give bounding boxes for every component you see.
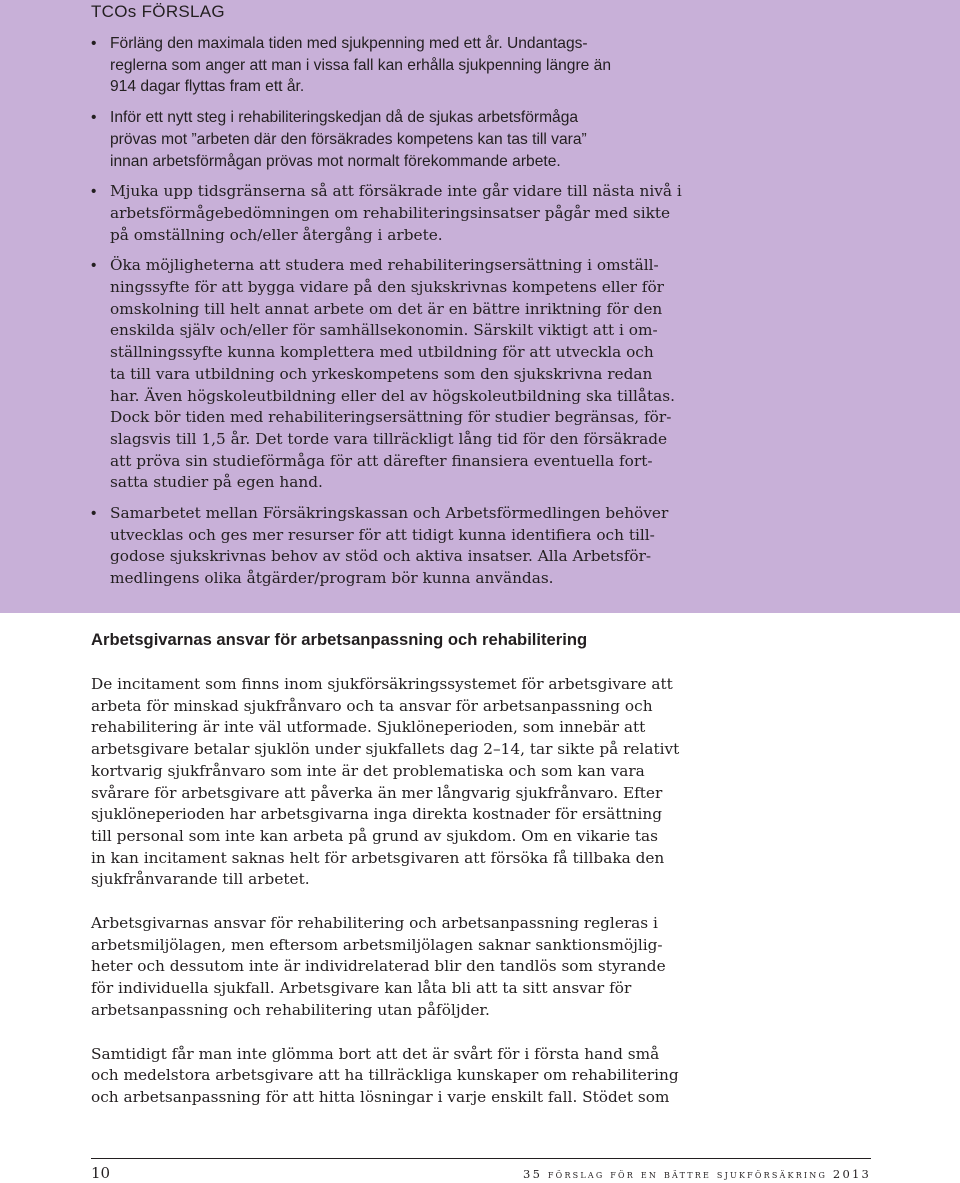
bullet-icon: •	[91, 183, 97, 201]
text-line: Samtidigt får man inte glömma bort att det är svårt för i första hand små	[91, 1044, 660, 1063]
text-line: och arbetsanpassning för att hitta lösningar i varje enskilt fall. Stödet som	[91, 1087, 670, 1106]
text-line: Mjuka upp tidsgränserna så att försäkrade inte går vidare till nästa nivå i	[110, 182, 682, 201]
paragraph	[91, 674, 691, 891]
text-line: innan arbetsförmågan prövas mot normalt förekommande arbete.	[110, 152, 561, 170]
text-line: De incitament som finns inom sjukförsäkringssystemet för arbetsgivare att	[91, 675, 673, 693]
text-line: omskolning till helt annat arbete om det är en bättre inriktning för den	[110, 299, 663, 318]
proposal-item	[91, 181, 682, 246]
text-line: satta studier på egen hand.	[110, 473, 323, 492]
text-line: prövas mot ”arbeten där den försäkrades kompetens kan tas till vara”	[110, 130, 587, 148]
bullet-icon: •	[91, 257, 97, 275]
paragraph	[91, 913, 691, 1022]
text-line: rehabilitering är inte väl utformade. Sjuklöneperioden, som innebär att	[91, 718, 646, 737]
text-line: arbetsmiljölagen, men eftersom arbetsmiljölagen saknar sanktionsmöjlig-	[91, 935, 663, 954]
bullet-icon: •	[91, 35, 97, 52]
body-text	[91, 674, 691, 1131]
text-line: för individuella sjukfall. Arbetsgivare kan låta bli att ta sitt ansvar för	[91, 979, 632, 998]
text-line: ta till vara utbildning och yrkeskompetens som den sjukskrivna redan	[110, 364, 653, 383]
proposal-item	[91, 33, 676, 98]
text-line: ningssyfte för att bygga vidare på den sjukskrivnas kompetens eller för	[110, 278, 664, 297]
text-line: har. Även högskoleutbildning eller del av högskoleutbildning ska tillåtas.	[110, 386, 675, 405]
text-line: Förläng den maximala tiden med sjukpenning med ett år. Undantags-	[110, 35, 588, 52]
proposal-item	[91, 503, 676, 590]
text-line: medlingens olika åtgärder/program bör kunna användas.	[110, 569, 554, 588]
text-line: arbetsanpassning och rehabilitering utan påföljder.	[91, 1000, 490, 1019]
text-line: arbeta för minskad sjukfrånvaro och ta ansvar för arbetsanpassning och	[91, 696, 653, 715]
text-line: att pröva sin studieförmåga för att därefter finansiera eventuella fort-	[110, 451, 653, 470]
text-line: kortvarig sjukfrånvaro som inte är det problematiska och som kan vara	[91, 761, 645, 780]
text-line: reglerna som anger att man i vissa fall kan erhålla sjukpenning längre än	[110, 56, 612, 74]
text-line: Samarbetet mellan Försäkringskassan och Arbetsförmedlingen behöver	[110, 504, 669, 523]
text-line: svårare för arbetsgivare att påverka än mer långvarig sjukfrånvaro. Efter	[91, 783, 663, 802]
text-line: utvecklas och ges mer resurser för att tidigt kunna identifiera och till-	[110, 525, 655, 544]
proposal-item	[91, 107, 676, 172]
text-line: på omställning och/eller återgång i arbete.	[110, 225, 443, 244]
text-line: och medelstora arbetsgivare att ha tillräckliga kunskaper om rehabilitering	[91, 1066, 679, 1085]
page-number: 10	[91, 1164, 111, 1182]
text-line: in kan incitament saknas helt för arbetsgivaren att försöka få tillbaka den	[91, 848, 665, 867]
text-line: godose sjukskrivnas behov av stöd och aktiva insatser. Alla Arbetsför-	[110, 547, 652, 566]
text-line: till personal som inte kan arbeta på grund av sjukdom. Om en vikarie tas	[91, 826, 659, 845]
text-line: 914 dagar flyttas fram ett år.	[110, 78, 305, 96]
proposal-heading: TCOs FÖRSLAG	[91, 2, 225, 21]
proposal-item	[91, 255, 676, 494]
section-heading: Arbetsgivarnas ansvar för arbetsanpassning och rehabilitering	[91, 630, 588, 649]
text-line: heter och dessutom inte är individrelaterad blir den tandlös som styrande	[91, 957, 666, 976]
proposal-list	[91, 33, 682, 599]
bullet-icon: •	[91, 109, 97, 127]
text-line: Dock bör tiden med rehabiliteringsersättning för studier begränsas, för-	[110, 408, 672, 427]
text-line: arbetsgivare betalar sjuklön under sjukfallets dag 2–14, tar sikte på relativt	[91, 740, 680, 759]
running-title: 35 förslag för en bättre sjukförsäkring 2013	[523, 1167, 871, 1181]
text-line: Öka möjligheterna att studera med rehabiliteringsersättning i omställ-	[110, 256, 659, 275]
bullet-icon: •	[91, 505, 97, 523]
text-line: Arbetsgivarnas ansvar för rehabilitering och arbetsanpassning regleras i	[91, 914, 658, 933]
text-line: ställningssyfte kunna komplettera med utbildning för att utveckla och	[110, 343, 654, 362]
footer-rule	[91, 1158, 871, 1159]
text-line: enskilda själv och/eller för samhällsekonomin. Särskilt viktigt att i om-	[110, 321, 658, 340]
paragraph	[91, 1044, 691, 1109]
text-line: slagsvis till 1,5 år. Det torde vara tillräckligt lång tid för den försäkrade	[110, 429, 668, 448]
text-line: arbetsförmågebedömningen om rehabiliteringsinsatser pågår med sikte	[110, 203, 671, 222]
text-line: sjukfrånvarande till arbetet.	[91, 870, 310, 889]
text-line: Inför ett nytt steg i rehabiliteringskedjan då de sjukas arbetsförmåga	[110, 109, 579, 127]
text-line: sjuklöneperioden har arbetsgivarna inga direkta kostnader för ersättning	[91, 805, 663, 824]
